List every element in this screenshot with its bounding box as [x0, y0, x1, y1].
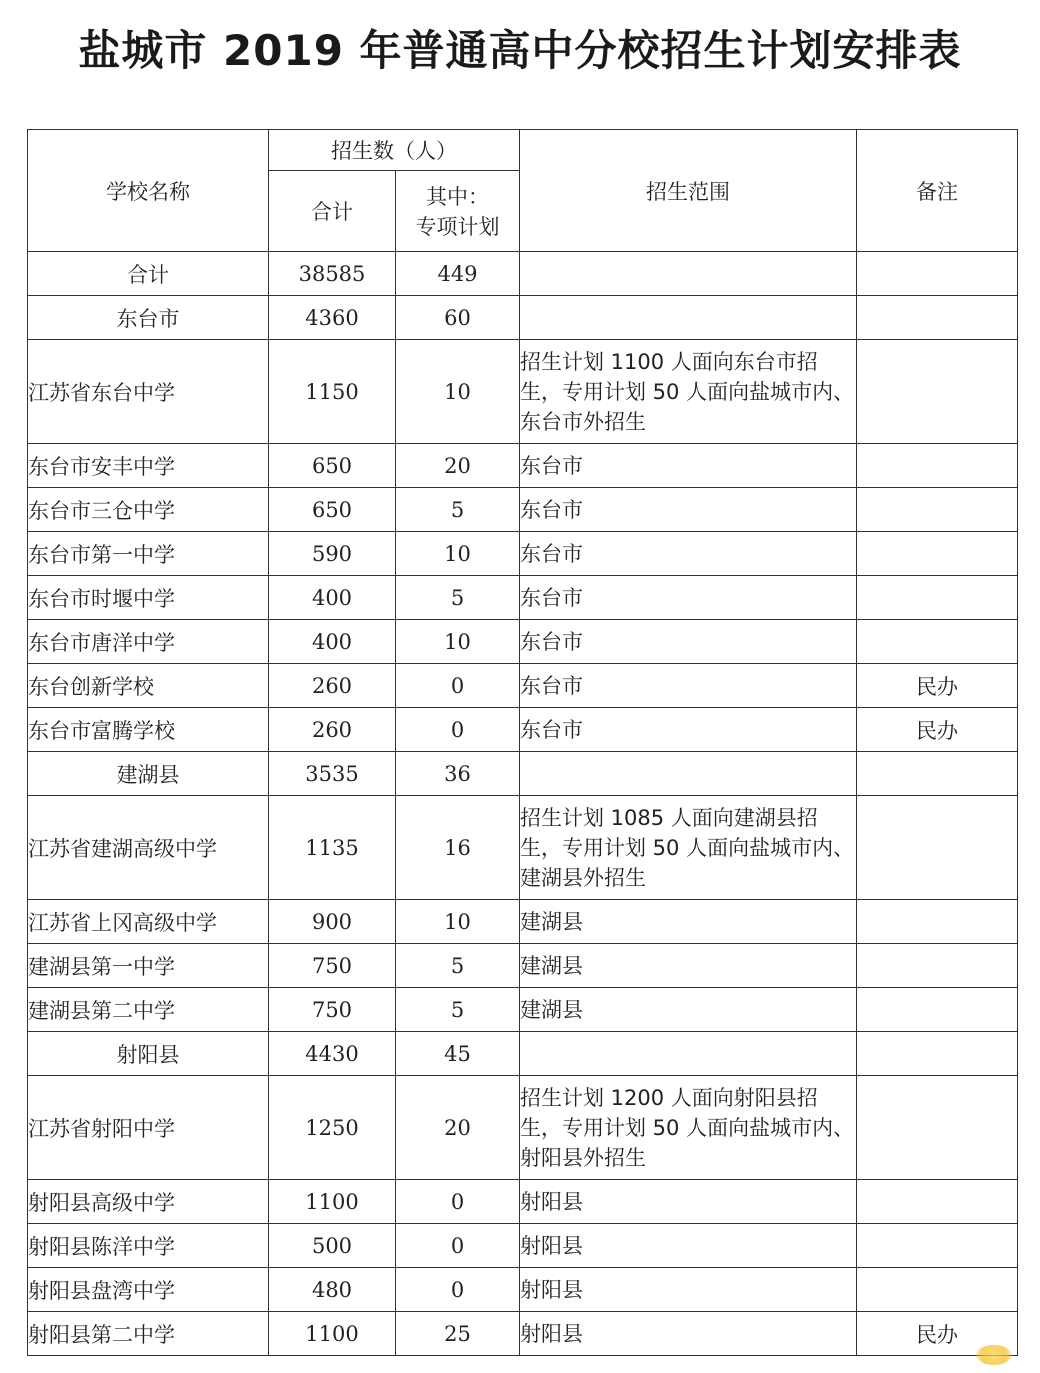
cell-note: [857, 488, 1018, 532]
cell-scope: [520, 296, 857, 340]
cell-school-name: 江苏省射阳中学: [28, 1076, 269, 1180]
cell-special-plan: 10: [396, 532, 520, 576]
table-row: [28, 340, 1018, 444]
header-special-plan: [396, 171, 520, 252]
cell-total: 3535: [269, 752, 396, 796]
cell-scope: 招生计划 1085 人面向建湖县招生，专用计划 50 人面向盐城市内、建湖县外招生: [520, 796, 857, 900]
table-row-group: [28, 752, 1018, 796]
cell-scope: 东台市: [520, 444, 857, 488]
cell-total: 1100: [269, 1312, 396, 1356]
table-row: [28, 1312, 1018, 1356]
table-row: [28, 620, 1018, 664]
cell-scope: 东台市: [520, 488, 857, 532]
cell-scope: [520, 752, 857, 796]
cell-note: [857, 1268, 1018, 1312]
cell-school-name: 射阳县高级中学: [28, 1180, 269, 1224]
cell-total: 1100: [269, 1180, 396, 1224]
cell-school-name: 江苏省东台中学: [28, 340, 269, 444]
cell-note: [857, 1224, 1018, 1268]
cell-school-name: 东台创新学校: [28, 664, 269, 708]
cell-note: [857, 796, 1018, 900]
cell-total: 400: [269, 620, 396, 664]
cell-special-plan: 0: [396, 1268, 520, 1312]
cell-scope: 招生计划 1100 人面向东台市招生，专用计划 50 人面向盐城市内、东台市外招生: [520, 340, 857, 444]
cell-total: 260: [269, 708, 396, 752]
cell-special-plan: 5: [396, 988, 520, 1032]
cell-note: [857, 1076, 1018, 1180]
cell-special-plan: 10: [396, 900, 520, 944]
cell-school-name: 射阳县第二中学: [28, 1312, 269, 1356]
cell-note: [857, 576, 1018, 620]
cell-note: [857, 296, 1018, 340]
cell-school-name: 东台市富腾学校: [28, 708, 269, 752]
header-total: 合计: [269, 171, 396, 252]
cell-special-plan: 449: [396, 252, 520, 296]
cell-scope: [520, 1032, 857, 1076]
cell-total: 750: [269, 988, 396, 1032]
table-body: [28, 252, 1018, 1356]
table-row: [28, 988, 1018, 1032]
cell-special-plan: 0: [396, 664, 520, 708]
cell-total: 38585: [269, 252, 396, 296]
cell-scope: 建湖县: [520, 900, 857, 944]
table-row: [28, 532, 1018, 576]
cell-total: 4430: [269, 1032, 396, 1076]
table-row: [28, 900, 1018, 944]
cell-special-plan: 25: [396, 1312, 520, 1356]
cell-total: 750: [269, 944, 396, 988]
cell-note: [857, 1032, 1018, 1076]
cell-school-name: 东台市唐洋中学: [28, 620, 269, 664]
table-header: [28, 130, 1018, 252]
table-row: [28, 1076, 1018, 1180]
cell-total: 400: [269, 576, 396, 620]
table-row: [28, 576, 1018, 620]
cell-note: [857, 340, 1018, 444]
cell-total: 480: [269, 1268, 396, 1312]
table-row-group: [28, 1032, 1018, 1076]
table-row: [28, 708, 1018, 752]
cell-special-plan: 0: [396, 1180, 520, 1224]
cell-note: [857, 252, 1018, 296]
cell-note: [857, 532, 1018, 576]
cell-scope: 东台市: [520, 532, 857, 576]
cell-total: 1150: [269, 340, 396, 444]
table-row: [28, 488, 1018, 532]
cell-total: 260: [269, 664, 396, 708]
header-enroll-count: 招生数（人）: [269, 130, 520, 171]
header-note: 备注: [857, 130, 1018, 252]
cell-note: [857, 900, 1018, 944]
cell-school-name: 射阳县陈洋中学: [28, 1224, 269, 1268]
cell-school-name: 东台市时堰中学: [28, 576, 269, 620]
table-row: [28, 444, 1018, 488]
cell-school-name: 射阳县: [28, 1032, 269, 1076]
cell-scope: [520, 252, 857, 296]
cell-scope: 建湖县: [520, 944, 857, 988]
cell-scope: 射阳县: [520, 1312, 857, 1356]
cell-scope: 射阳县: [520, 1180, 857, 1224]
cell-total: 500: [269, 1224, 396, 1268]
cell-note: 民办: [857, 708, 1018, 752]
cell-special-plan: 60: [396, 296, 520, 340]
cell-scope: 东台市: [520, 708, 857, 752]
table-row-group: [28, 296, 1018, 340]
cell-scope: 东台市: [520, 576, 857, 620]
cell-note: [857, 444, 1018, 488]
cell-school-name: 东台市三仓中学: [28, 488, 269, 532]
cell-note: [857, 1180, 1018, 1224]
cell-note: 民办: [857, 1312, 1018, 1356]
cell-school-name: 江苏省建湖高级中学: [28, 796, 269, 900]
cell-total: 1135: [269, 796, 396, 900]
cell-note: [857, 620, 1018, 664]
cell-special-plan: 45: [396, 1032, 520, 1076]
cell-scope: 射阳县: [520, 1224, 857, 1268]
cell-special-plan: 5: [396, 488, 520, 532]
cell-total: 1250: [269, 1076, 396, 1180]
cell-total: 900: [269, 900, 396, 944]
cell-note: [857, 752, 1018, 796]
cell-special-plan: 20: [396, 1076, 520, 1180]
cell-scope: 东台市: [520, 664, 857, 708]
cell-special-plan: 5: [396, 576, 520, 620]
cell-note: [857, 988, 1018, 1032]
cell-school-name: 建湖县第二中学: [28, 988, 269, 1032]
enrollment-plan-table: [27, 129, 1018, 1356]
cell-scope: 建湖县: [520, 988, 857, 1032]
header-scope: 招生范围: [520, 130, 857, 252]
cell-note: [857, 944, 1018, 988]
cell-school-name: 射阳县盘湾中学: [28, 1268, 269, 1312]
cell-school-name: 建湖县: [28, 752, 269, 796]
cell-special-plan: 0: [396, 708, 520, 752]
cell-total: 650: [269, 488, 396, 532]
watermark-logo-icon: [976, 1345, 1012, 1365]
cell-special-plan: 0: [396, 1224, 520, 1268]
table-row: [28, 1224, 1018, 1268]
cell-special-plan: 16: [396, 796, 520, 900]
table-row: [28, 796, 1018, 900]
cell-special-plan: 5: [396, 944, 520, 988]
page-title: 盐城市 2019 年普通高中分校招生计划安排表: [78, 26, 962, 75]
cell-total: 650: [269, 444, 396, 488]
table-row: [28, 1268, 1018, 1312]
cell-school-name: 东台市第一中学: [28, 532, 269, 576]
cell-school-name: 东台市安丰中学: [28, 444, 269, 488]
header-special-line1: 其中：: [426, 185, 489, 209]
table-row-grand-total: [28, 252, 1018, 296]
cell-scope: 射阳县: [520, 1268, 857, 1312]
header-special-line2: 专项计划: [415, 215, 500, 239]
cell-scope: 招生计划 1200 人面向射阳县招生，专用计划 50 人面向盐城市内、射阳县外招生: [520, 1076, 857, 1180]
table-row: [28, 1180, 1018, 1224]
cell-special-plan: 10: [396, 340, 520, 444]
cell-special-plan: 10: [396, 620, 520, 664]
cell-scope: 东台市: [520, 620, 857, 664]
cell-school-name: 合计: [28, 252, 269, 296]
cell-school-name: 建湖县第一中学: [28, 944, 269, 988]
cell-school-name: 江苏省上冈高级中学: [28, 900, 269, 944]
cell-special-plan: 20: [396, 444, 520, 488]
cell-note: 民办: [857, 664, 1018, 708]
header-school-name: 学校名称: [28, 130, 269, 252]
table-row: [28, 664, 1018, 708]
cell-total: 590: [269, 532, 396, 576]
cell-school-name: 东台市: [28, 296, 269, 340]
cell-total: 4360: [269, 296, 396, 340]
table-row: [28, 944, 1018, 988]
cell-special-plan: 36: [396, 752, 520, 796]
